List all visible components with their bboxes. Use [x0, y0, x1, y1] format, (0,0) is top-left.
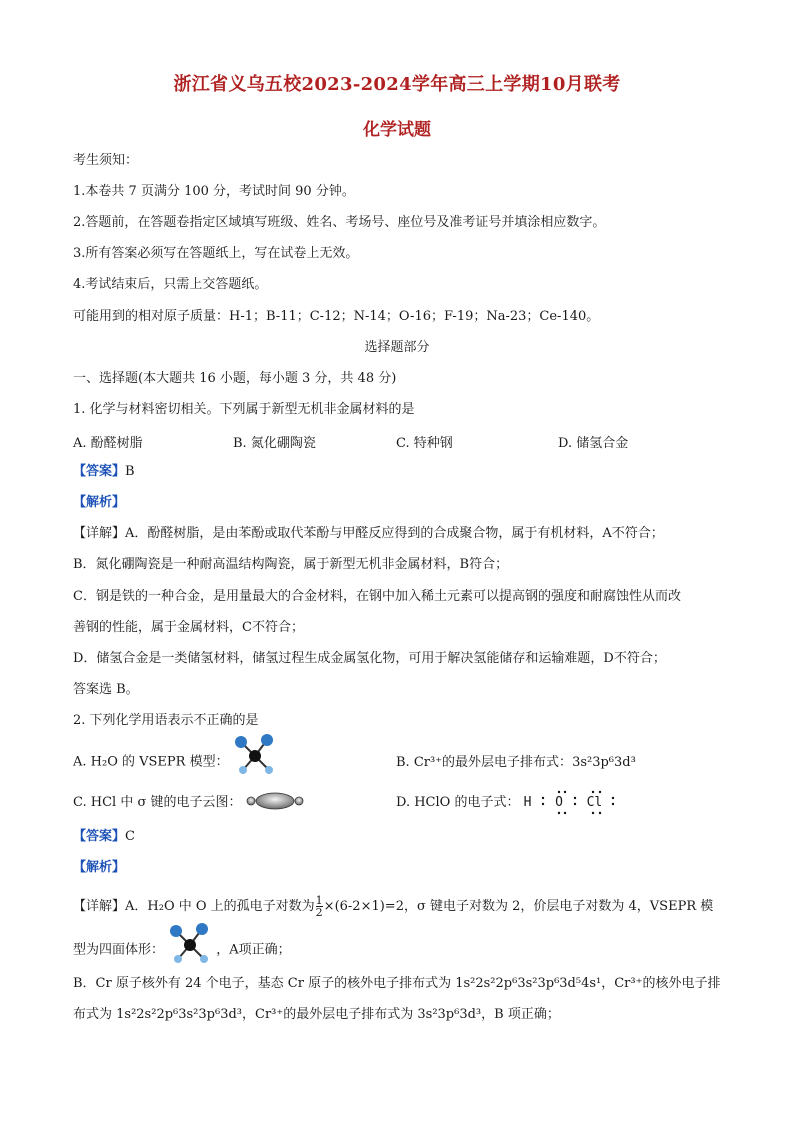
q1-detail-c1: C．钢是铁的一种合金，是用量最大的合金材料，在钢中加入稀土元素可以提高钢的强度和耐腐蚀性从而改: [73, 589, 681, 604]
lewis-cl-group: [587, 795, 603, 810]
notice-item: 2.答题前，在答题卷指定区域填写班级、姓名、考场号、座位号及准考证号并填涂相应数字。: [73, 215, 606, 230]
notice-item: 3.所有答案必须写在答题纸上，写在试卷上无效。: [73, 246, 359, 261]
q2-detail-a4: ，A项正确；: [216, 942, 291, 958]
q2-option-a: [73, 748, 277, 776]
q1-analysis-tag: [73, 494, 723, 512]
q1-option-b: B. 氮化硼陶瓷: [233, 436, 316, 451]
lewis-o-group: [555, 795, 563, 810]
lewis-h: H: [523, 795, 532, 810]
shared-pair-dots-icon: [571, 794, 579, 808]
q2-detail-a-cont: [73, 935, 723, 965]
q2-answer-tag: 【答案】: [73, 829, 126, 844]
one-half-fraction: [316, 895, 323, 918]
q2-option-b: [396, 751, 636, 770]
q2-detail-a1: A．H₂O 中 O 上的孤电子对数为: [125, 899, 315, 914]
q2-detail-b2: 布式为 1s²2s²2p⁶3s²3p⁶3d³，Cr³⁺的最外层电子排布式为 3s²3p⁶3d³，B 项正确；: [73, 1007, 560, 1022]
q1-answer: B: [125, 464, 135, 479]
q1-stem: 1. 化学与材料密切相关。下列属于新型无机非金属材料的是: [73, 402, 415, 417]
notice-item: 4.考试结束后，只需上交答题纸。: [73, 277, 268, 292]
q2-option-a-text: A. H₂O 的 VSEPR 模型：: [73, 754, 229, 770]
q2-detail-a2: ×(6-2×1)=2，σ 键电子对数为 2，价层电子对数为 4，VSEPR 模: [323, 899, 714, 914]
exam-title: 浙江省义乌五校2023-2024学年高三上学期10月联考: [173, 74, 621, 95]
notice-heading: 考生须知：: [73, 153, 139, 168]
q1-detail-tag: 【详解】: [73, 526, 126, 541]
q2-analysis-tag: [73, 859, 723, 877]
q1-detail-d: D．储氢合金是一类储氢材料，储氢过程生成金属氢化物，可用于解决氢能储存和运输难题，D不符合；: [73, 651, 666, 666]
q2-detail-a: [73, 895, 723, 918]
q1-detail-b: B．氮化硼陶瓷是一种耐高温结构陶瓷，属于新型无机非金属材料，B符合；: [73, 557, 509, 572]
q2-analysis-label: 【解析】: [73, 860, 126, 875]
q1-conclusion: 答案选 B。: [73, 682, 139, 697]
q2-detail-tag: 【详解】: [73, 899, 126, 914]
q2-answer-line: [73, 828, 723, 846]
q2-detail-b1: B．Cr 原子核外有 24 个电子，基态 Cr 原子的核外电子排布式为 1s²2s²2p⁶3s²3p⁶3d⁵4s¹，Cr³⁺的核外电子排: [73, 976, 721, 991]
q2-answer: C: [125, 829, 135, 844]
lewis-o: O: [555, 795, 563, 810]
vsepr-tetrahedral-model-icon: [168, 923, 212, 965]
lone-pair-dots-icon: [555, 790, 569, 794]
notice-item: 1.本卷共 7 页满分 100 分，考试时间 90 分钟。: [73, 184, 355, 199]
frac-den: 2: [315, 906, 323, 919]
lone-pair-dots-icon: [587, 790, 607, 794]
q1-answer-line: [73, 463, 723, 481]
vsepr-tetrahedral-model-icon: [233, 734, 277, 776]
lone-pair-dots-icon: [610, 794, 616, 808]
q1-option-c: C. 特种钢: [396, 436, 453, 451]
shared-pair-dots-icon: [539, 794, 547, 808]
hclo-electron-formula: [524, 794, 616, 810]
q1-answer-tag: 【答案】: [73, 464, 126, 479]
q2-option-c-text: C. HCl 中 σ 键的电子云图：: [73, 795, 242, 810]
section-title: 选择题部分: [364, 340, 430, 355]
q1-detail-a: [73, 525, 723, 543]
q2-detail-a3: 型为四面体形：: [73, 942, 165, 958]
q2-option-d: [396, 791, 616, 810]
q1-analysis-label: 【解析】: [73, 495, 126, 510]
q1-option-d: D. 储氢合金: [558, 436, 629, 451]
q1-option-a: A. 酚醛树脂: [73, 436, 143, 451]
lewis-cl: Cl: [586, 795, 603, 810]
sigma-bond-electron-cloud-icon: [246, 791, 304, 811]
q2-option-d-text: D. HClO 的电子式：: [396, 795, 520, 810]
q2-option-b-config: 3s²3p⁶3d³: [572, 755, 636, 770]
section-part: 一、选择题(本大题共 16 小题，每小题 3 分，共 48 分): [73, 371, 397, 386]
lone-pair-dots-icon: [555, 811, 569, 815]
frac-num: 1: [315, 894, 323, 907]
exam-subtitle: 化学试题: [363, 120, 431, 140]
q1-detail-text: A．酚醛树脂，是由苯酚或取代苯酚与甲醛反应得到的合成聚合物，属于有机材料，A不符合；: [125, 526, 664, 541]
q2-option-b-text: B. Cr³⁺的最外层电子排布式：: [396, 755, 573, 770]
q2-stem: 2. 下列化学用语表示不正确的是: [73, 713, 259, 728]
lone-pair-dots-icon: [587, 811, 607, 815]
atomic-masses: 可能用到的相对原子质量：H-1；B-11；C-12；N-14；O-16；F-19；Na-23；Ce-140。: [73, 309, 600, 324]
q2-option-c: [73, 791, 304, 811]
q1-detail-c2: 善钢的性能，属于金属材料，C不符合；: [73, 620, 304, 635]
